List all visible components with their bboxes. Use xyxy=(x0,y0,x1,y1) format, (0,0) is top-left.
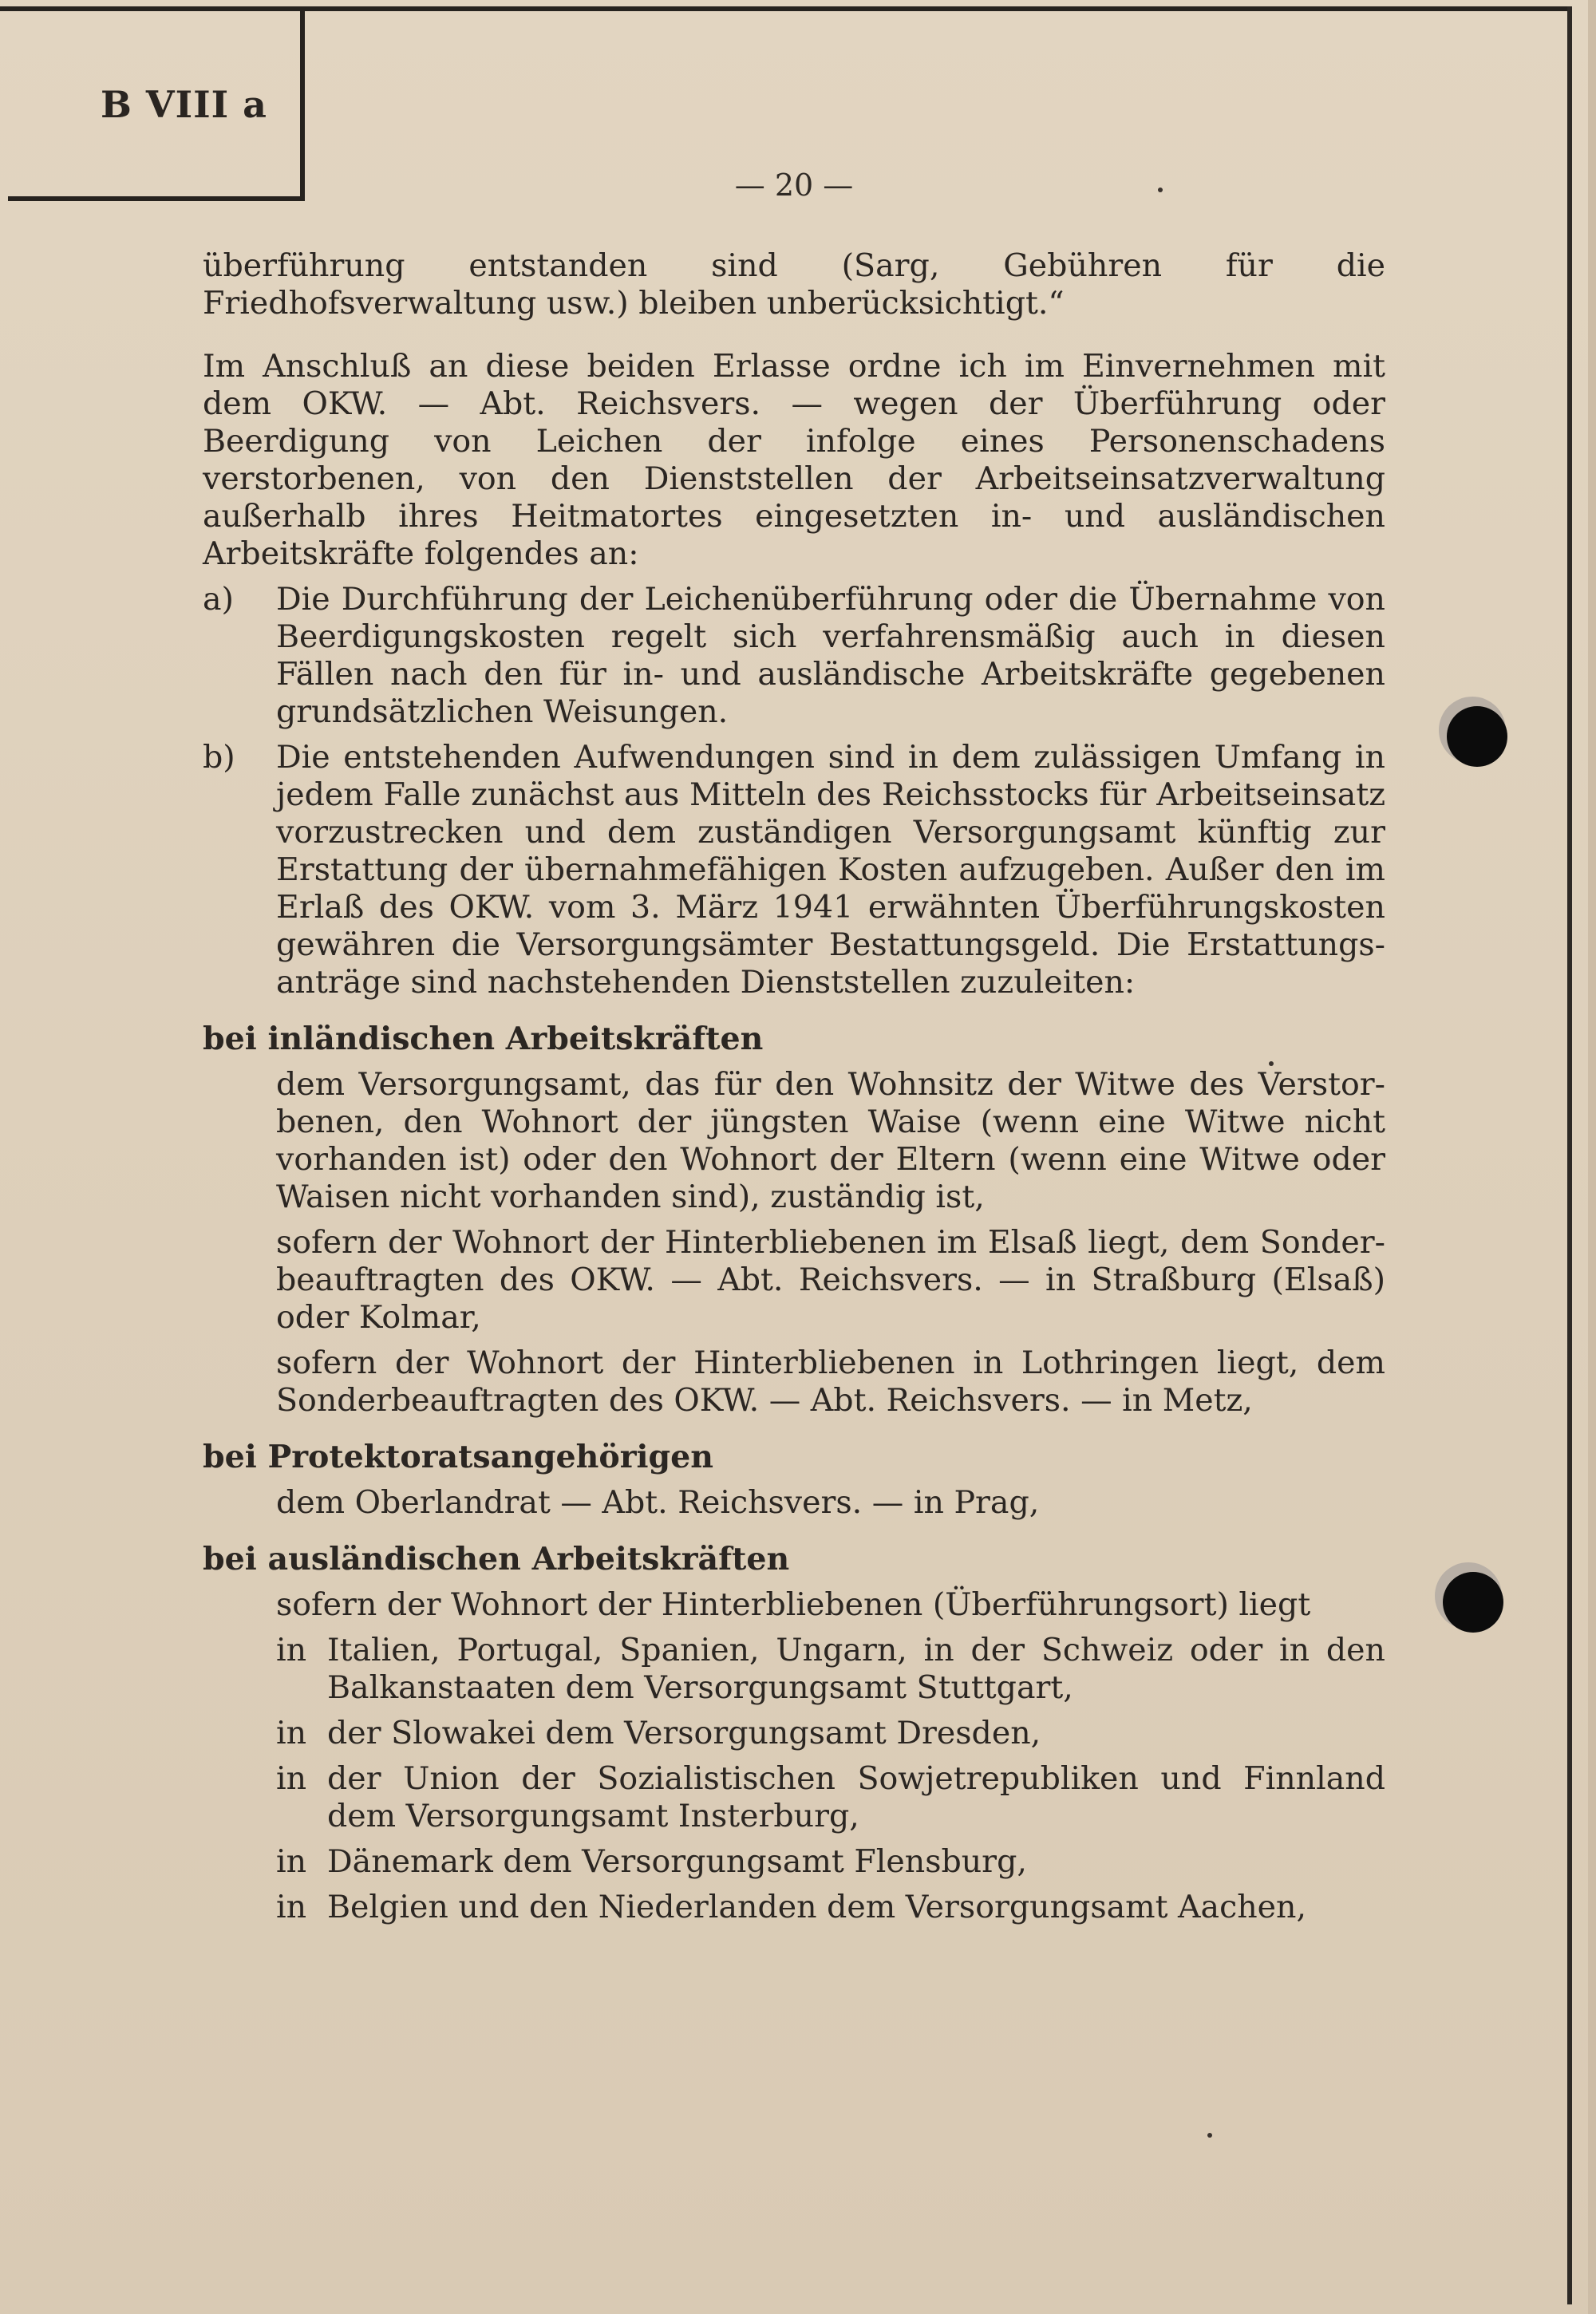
ausland-intro: sofern der Wohnort der Hinterbliebenen (Überführungsort) liegt xyxy=(276,1586,1311,1623)
inland-line-1: dem Versorgungsamt, das für den Wohnsitz der Witwe des Verstorbenen, den Wohnort der jüngsten Waise (wenn eine Witwe nicht vorhanden ist) oder den Wohnort der Eltern (wenn eine Witwe oder Waisen nicht vorhanden sind), zuständig ist, xyxy=(276,1066,1385,1215)
punch-hole xyxy=(1443,1572,1503,1633)
country-entry xyxy=(203,1760,1385,1835)
page-number: — 20 — xyxy=(734,168,854,203)
paragraph-1: überführung entstanden sind (Sarg, Gebühren für die Friedhofsverwaltung usw.) bleiben unberücksichtigt.“ xyxy=(203,247,1385,322)
paper-speck xyxy=(1207,2133,1212,2138)
section-heading-protektorat xyxy=(203,1439,1385,1476)
country-text: Italien, Portugal, Spanien, Ungarn, in der Schweiz oder in den Balkanstaaten dem Versorgungsamt Stuttgart, xyxy=(327,1632,1385,1706)
list-text: Die Durchführung der Leichenüberführung oder die Übernahme von Beerdigungskosten regelt sich verfahrensmäßig auch in diesen Fällen nach den für in- und ausländische Arbeitskräfte gegebenen grundsätzlichen Weisungen. xyxy=(276,581,1385,730)
heading-text: Protektoratsangehörigen xyxy=(267,1439,714,1475)
country-entry xyxy=(203,1632,1385,1707)
country-prefix: in xyxy=(276,1715,307,1751)
list-item-a xyxy=(203,581,1385,731)
inland-line-3: sofern der Wohnort der Hinterbliebenen in Lothringen liegt, dem Sonderbeauftragten des OKW. — Abt. Reichsvers. — in Metz, xyxy=(276,1345,1385,1419)
paragraph-2: Im Anschluß an diese beiden Erlasse ordne ich im Einvernehmen mit dem OKW. — Abt. Reichsvers. — wegen der Überführung oder Beerdigung von Leichen der infolge eines Personenschadens verstorbenen, von den Dienststellen der Arbeitseinsatzverwaltung außerhalb ihres Heitmatortes eingesetzten in- und ausländischen Arbeitskräfte folgendes an: xyxy=(203,348,1385,572)
country-prefix: in xyxy=(276,1632,307,1668)
paper-speck xyxy=(1269,1061,1274,1066)
country-prefix: in xyxy=(276,1889,307,1925)
country-text: der Slowakei dem Versorgungsamt Dresden, xyxy=(327,1715,1041,1751)
list-item-b xyxy=(203,739,1385,1001)
section-heading-ausland xyxy=(203,1541,1385,1578)
punch-hole xyxy=(1447,706,1507,767)
heading-prefix: bei xyxy=(203,1439,257,1475)
heading-prefix: bei xyxy=(203,1541,257,1578)
heading-text: inländischen Arbeitskräften xyxy=(267,1021,764,1057)
list-text: Die entstehenden Aufwendungen sind in dem zulässigen Umfang in jedem Falle zunächst aus Mitteln des Reichsstocks für Arbeitseinsatz vorzustrecken und dem zuständigen Versorgungsamt künftig zur Erstattung der übernahmefähigen Kosten aufzugeben. Außer den im Erlaß des OKW. vom 3. März 1941 erwähnten Überführungskosten gewähren die Versorgungsämter Bestattungsgeld. Die Erstattungsanträge sind nachstehenden Dienststellen zuzuleiten: xyxy=(276,739,1385,1001)
country-prefix: in xyxy=(276,1760,307,1797)
protektorat-line-1: dem Oberlandrat — Abt. Reichsvers. — in Prag, xyxy=(276,1484,1040,1521)
heading-text: ausländischen Arbeitskräften xyxy=(267,1541,790,1578)
right-border-line xyxy=(1567,6,1572,2304)
country-text: Belgien und den Niederlanden dem Versorgungsamt Aachen, xyxy=(327,1889,1307,1925)
list-marker: b) xyxy=(203,739,235,776)
list-marker: a) xyxy=(203,581,234,618)
country-text: Dänemark dem Versorgungsamt Flensburg, xyxy=(327,1843,1027,1880)
country-entry xyxy=(203,1715,1385,1752)
document-section-label: B VIII a xyxy=(101,83,267,126)
heading-prefix: bei xyxy=(203,1021,257,1057)
country-entry xyxy=(203,1889,1385,1926)
country-prefix: in xyxy=(276,1843,307,1880)
paper-speck xyxy=(1158,188,1163,192)
inland-line-2: sofern der Wohnort der Hinterbliebenen im Elsaß liegt, dem Sonderbeauftragten des OKW. — Abt. Reichsvers. — in Straßburg (Elsaß) oder Kolmar, xyxy=(276,1224,1385,1336)
country-entry xyxy=(203,1843,1385,1881)
section-heading-inland xyxy=(203,1021,1385,1058)
document-body xyxy=(203,247,1385,1926)
country-text: der Union der Sozialistischen Sowjetrepubliken und Finnland dem Versorgungsamt Insterburg, xyxy=(327,1760,1385,1834)
